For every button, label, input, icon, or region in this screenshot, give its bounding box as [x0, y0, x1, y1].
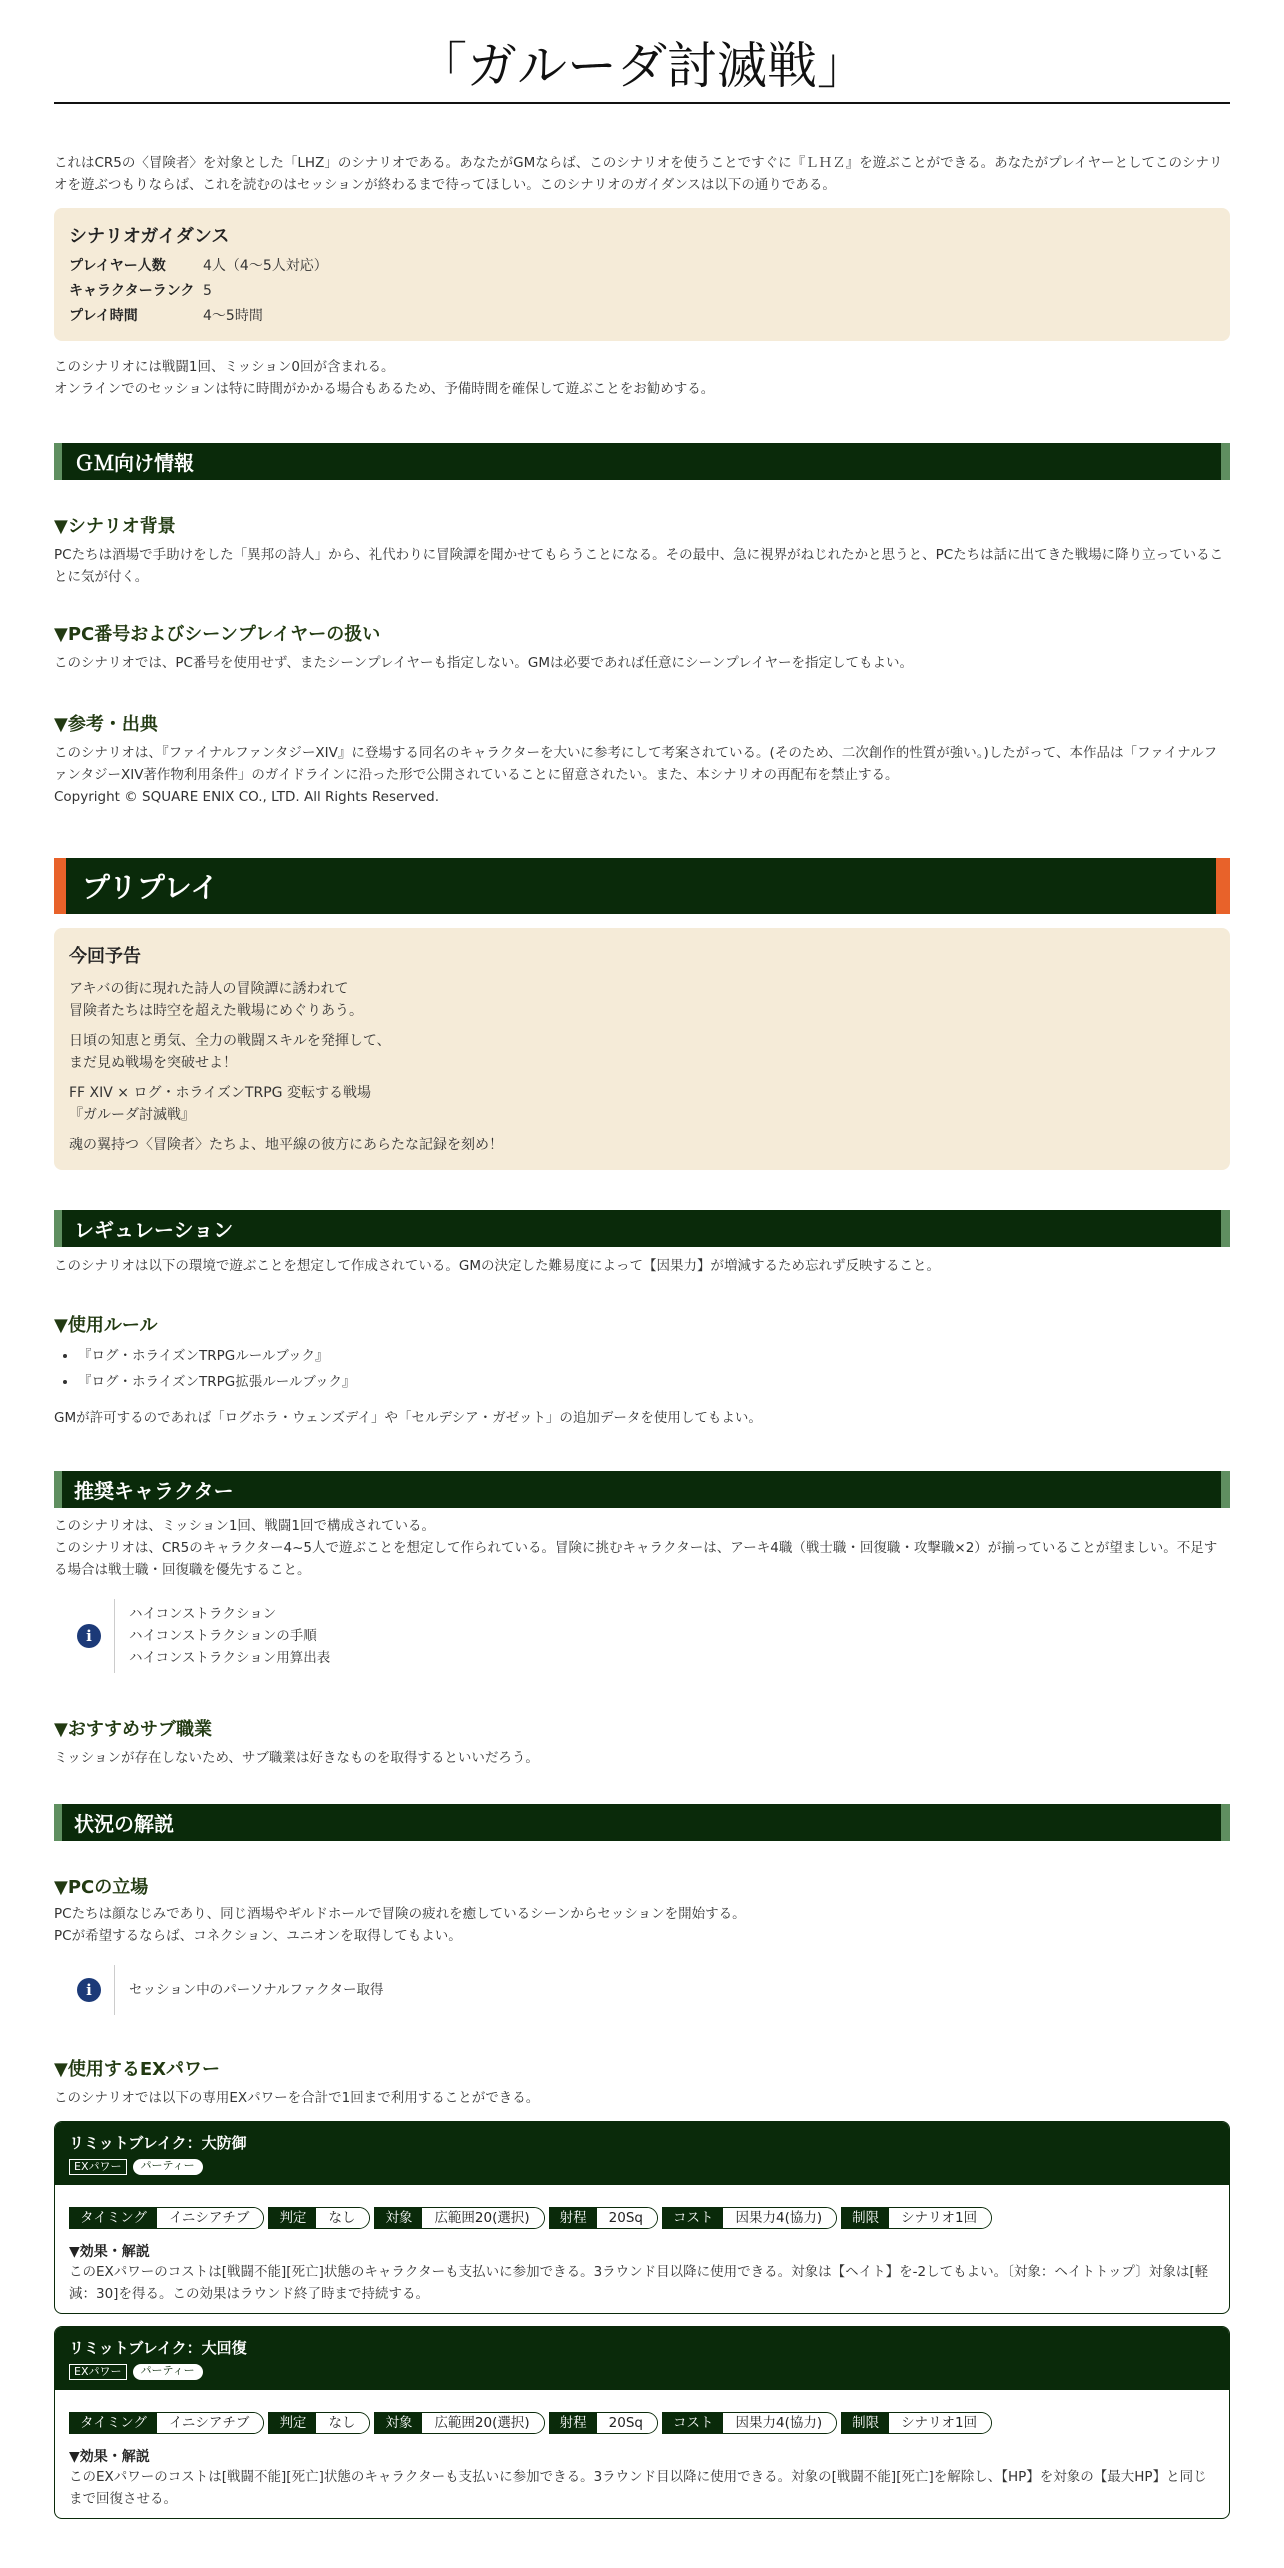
ex-power-name: リミットブレイク：大防御 [69, 2134, 247, 2152]
type-badge: EXパワー [69, 2159, 127, 2175]
spec-item: 制限 シナリオ1回 [841, 2412, 992, 2434]
sub-class-text: ミッションが存在しないため、サブ職業は好きなものを取得するといいだろう。 [54, 1750, 539, 1766]
pc-position-heading: ▼PCの立場 [54, 1877, 149, 1898]
spec-item: コスト 因果力4(協力) [662, 2412, 837, 2434]
preview-paragraph: 魂の翼持つ〈冒険者〉たちよ、地平線の彼方にあらたな記録を刻め！ [69, 1137, 503, 1153]
ex-power-name: リミットブレイク：大回復 [69, 2339, 247, 2357]
note-link[interactable]: セッション中のパーソナルファクター取得 [129, 1982, 384, 1998]
note-link[interactable]: ハイコンストラクション用算出表 [129, 1650, 331, 1666]
spec-item: 判定 なし [268, 2412, 370, 2434]
preview-heading: 今回予告 [69, 946, 141, 967]
background-heading: ▼シナリオ背景 [54, 516, 176, 537]
pc-number-text: このシナリオでは、PC番号を使用せず、またシーンプレイヤーも指定しない。GMは必要であれば任意にシーンプレイヤーを指定してもよい。 [54, 655, 913, 671]
effect-heading: ▼効果・解説 [69, 2449, 150, 2465]
pc-number-heading: ▼PC番号およびシーンプレイヤーの扱い [54, 624, 381, 645]
note-link[interactable]: ハイコンストラクションの手順 [129, 1628, 317, 1644]
ex-power-card [54, 2121, 1230, 2314]
info-note [64, 1965, 1230, 2015]
preview-paragraph: FF XIV × ログ・ホライズンTRPG 変転する戦場 『ガルーダ討滅戦』 [69, 1085, 371, 1123]
section-header-gm: ＧＭ向け情報 [54, 443, 1230, 480]
preview-paragraph: アキバの街に現れた詩人の冒険譚に誘われて 冒険者たちは時空を超えた戦場にめぐりあう。 [69, 981, 363, 1019]
spec-row [69, 2412, 1215, 2434]
reference-heading: ▼参考・出典 [54, 714, 158, 735]
preview-box [54, 928, 1230, 1170]
effect-text: このEXパワーのコストは[戦闘不能][死亡]状態のキャラクターも支払いに参加できる。3ラウンド目以降に使用できる。対象は【ヘイト】を-2してもよい。〔対象：ヘイトトップ〕対象は[軽減：30]を得る。この効果はラウンド終了時まで持続する。 [69, 2264, 1209, 2302]
page-title: 「ガルーダ討滅戦」 [54, 30, 1230, 104]
scope-badge: パーティー [133, 2159, 203, 2175]
info-icon: i [64, 1599, 114, 1673]
scope-badge: パーティー [133, 2364, 203, 2380]
section-header-preplay: プリプレイ [54, 858, 1230, 914]
regulation-extra-text: GMが許可するのであれば「ログホラ・ウェンズデイ」や「セルデシア・ガゼット」の追加データを使用してもよい。 [54, 1410, 762, 1426]
spec-item: 判定 なし [268, 2207, 370, 2229]
section-header-recommended: 推奨キャラクター [54, 1471, 1230, 1508]
guidance-heading: シナリオガイダンス [69, 226, 230, 247]
preview-paragraph: 日頃の知恵と勇気、全力の戦闘スキルを発揮して、 まだ見ぬ戦場を突破せよ！ [69, 1033, 391, 1071]
intro-text: これはCR5の〈冒険者〉を対象とした「LHZ」のシナリオである。あなたがGMならば、このシナリオを使うことですぐに『ＬＨＺ』を遊ぶことができる。あなたがプレイヤーとしてこのシナリオを遊ぶつもりならば、これを読むのはセッションが終わるまで待ってほしい。このシナリオのガイダンスは以下の通りである。 [54, 155, 1223, 193]
type-badge: EXパワー [69, 2364, 127, 2380]
spec-row [69, 2207, 1215, 2229]
rules-heading: ▼使用ルール [54, 1315, 158, 1336]
background-text: PCたちは酒場で手助けをした「異邦の詩人」から、礼代わりに冒険譚を聞かせてもらうことになる。その最中、急に視界がねじれたかと思うと、PCたちは話に出てきた戦場に降り立っていることに気が付く。 [54, 547, 1224, 585]
pc-position-text: PCたちは顔なじみであり、同じ酒場やギルドホールで冒険の疲れを癒しているシーンからセッションを開始する。 [54, 1906, 746, 1922]
online-note-text: オンラインでのセッションは特に時間がかかる場合もあるため、予備時間を確保して遊ぶことをお勧めする。 [54, 381, 715, 397]
note-link[interactable]: ハイコンストラクション [129, 1606, 277, 1622]
spec-item: 対象 広範囲20(選択) [374, 2412, 544, 2434]
document-page [54, 0, 1230, 2519]
section-header-situation: 状況の解説 [54, 1804, 1230, 1841]
ex-power-text: このシナリオでは以下の専用EXパワーを合計で1回まで利用することができる。 [54, 2090, 540, 2106]
copyright-text: Copyright © SQUARE ENIX CO., LTD. All Rights Reserved. [54, 789, 440, 805]
ex-power-card [54, 2326, 1230, 2519]
reference-text: このシナリオは、『ファイナルファンタジーXIV』に登場する同名のキャラクターを大いに参考にして考案されている。(そのため、二次創作的性質が強い。)したがって、本作品は「ファイナルファンタジーXIV著作物利用条件」のガイドラインに沿った形で公開されていることに留意されたい。また、本シナリオの再配布を禁止する。 [54, 745, 1218, 783]
effect-text: このEXパワーのコストは[戦闘不能][死亡]状態のキャラクターも支払いに参加できる。3ラウンド目以降に使用できる。対象の[戦闘不能][死亡]を解除し、【HP】を対象の【最大HP】と同じまで回復させる。 [69, 2469, 1207, 2507]
ex-power-heading: ▼使用するEXパワー [54, 2059, 221, 2080]
info-icon: i [64, 1965, 114, 2015]
spec-item: タイミング イニシアチブ [69, 2412, 264, 2434]
pc-position-text: PCが希望するならば、コネクション、ユニオンを取得してもよい。 [54, 1928, 462, 1944]
info-note [64, 1599, 1230, 1673]
rules-list [54, 1343, 1230, 1395]
spec-item: 射程 20Sq [549, 2412, 658, 2434]
section-header-regulation: レギュレーション [54, 1210, 1230, 1247]
sub-class-heading: ▼おすすめサブ職業 [54, 1719, 213, 1740]
guidance-box [54, 208, 1230, 341]
spec-item: 制限 シナリオ1回 [841, 2207, 992, 2229]
spec-item: タイミング イニシアチブ [69, 2207, 264, 2229]
list-item: • 『ログ・ホライズンTRPG拡張ルールブック』 [78, 1369, 1230, 1395]
list-item: • 『ログ・ホライズンTRPGルールブック』 [78, 1343, 1230, 1369]
spec-item: 対象 広範囲20(選択) [374, 2207, 544, 2229]
spec-item: コスト 因果力4(協力) [662, 2207, 837, 2229]
regulation-text: このシナリオは以下の環境で遊ぶことを想定して作成されている。GMの決定した難易度によって【因果力】が増減するため忘れず反映すること。 [54, 1258, 940, 1274]
guidance-row: プレイ時間 4～5時間 [69, 308, 263, 324]
guidance-row: プレイヤー人数 4人（4～5人対応） [69, 258, 328, 274]
spec-item: 射程 20Sq [549, 2207, 658, 2229]
recommended-text: このシナリオは、ミッション1回、戦闘1回で構成されている。 [54, 1518, 436, 1534]
recommended-text: このシナリオは、CR5のキャラクター4~5人で遊ぶことを想定して作られている。冒険に挑むキャラクターは、アーキ4職（戦士職・回復職・攻撃職×2）が揃っていることが望ましい。不足する場合は戦士職・回復職を優先すること。 [54, 1540, 1218, 1578]
effect-heading: ▼効果・解説 [69, 2244, 150, 2260]
composition-text: このシナリオには戦闘1回、ミッション0回が含まれる。 [54, 359, 395, 375]
guidance-row: キャラクターランク 5 [69, 283, 212, 299]
